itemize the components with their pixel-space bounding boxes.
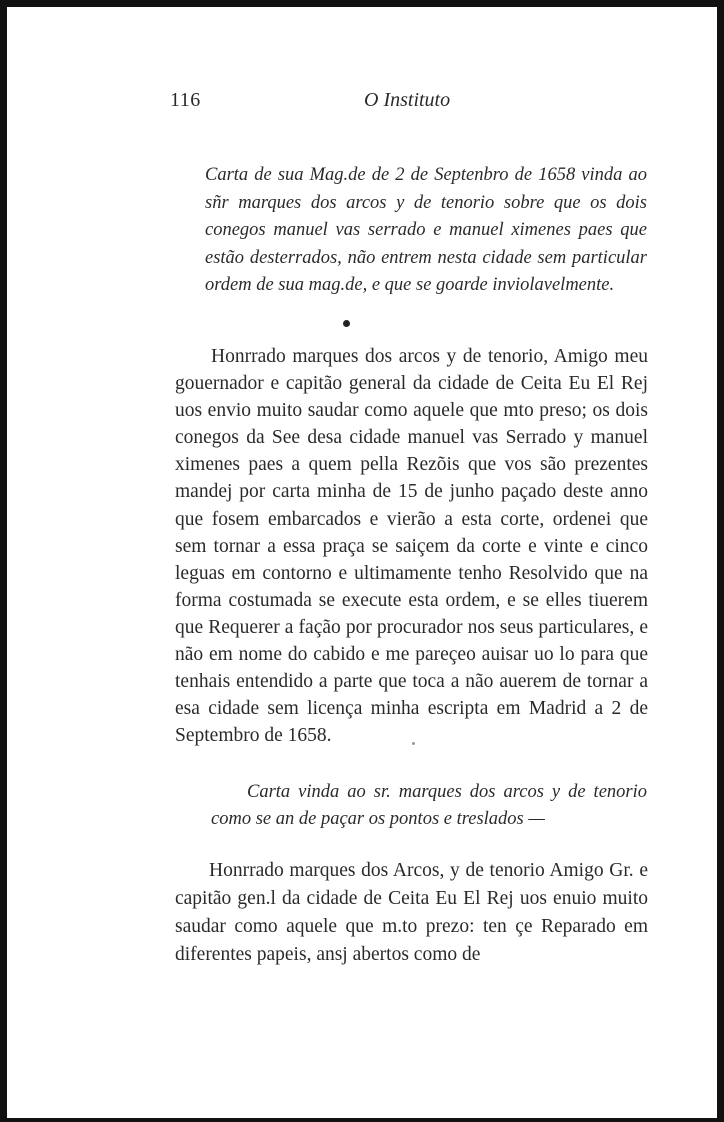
letter-1-heading: Carta de sua Mag.de de 2 de Septenbro de 1658 vinda ao sñr marques dos arcos y de tenorio sobre que os dois conegos manuel vas serrado e manuel ximenes paes que estão desterrados, não entrem nesta cidade sem particular ordem de sua mag.de, e que se goarde inviolavelmente. bbox=[205, 165, 647, 296]
page-header bbox=[7, 89, 717, 119]
letter-2-body: Honrrado marques dos Arcos, y de tenorio Amigo Gr. e capitão gen.l da cidade de Ceita Eu El Rej uos enuio muito saudar como aquele que m.to prezo: ten çe Reparado em diferentes papeis, ansj abertos como de bbox=[175, 860, 648, 965]
letter-2-heading bbox=[211, 779, 647, 833]
ornament-dot bbox=[343, 320, 350, 327]
print-speck bbox=[412, 742, 415, 745]
page-number: 116 bbox=[170, 89, 201, 111]
letter-2-heading-line-2: como se an de paçar os pontos e treslados — bbox=[211, 809, 545, 829]
letter-1-body: Honrrado marques dos arcos y de tenorio, Amigo meu gouernador e capitão general da cidade de Ceita Eu El Rej uos envio muito saudar como aquele que mto preso; os dois conegos da See desa cidade manuel vas Serrado y manuel ximenes paes a quem pella Rezõis que vos são prezentes mandej por carta minha de 15 de junho paçado deste anno que fosem embarcados e vierão a esta corte, ordenei que sem tornar a essa praça se saiçem da corte e vinte e cinco leguas em contorno e ultimamente tenho Resolvido que na forma costumada se execute esta ordem, e se elles tiuerem que Requerer a fação por procurador nos seus particulares, e não em nome do cabido e me pareçeo auisar uo lo para que tenhais entendido a parte que toca a não auerem de tornar a esa cidade sem licença minha escripta em Madrid a 2 de Septembro de 1658. bbox=[175, 346, 648, 747]
running-title: O Instituto bbox=[364, 89, 451, 111]
letter-2-heading-line-1: Carta vinda ao sr. marques dos arcos y de tenorio bbox=[247, 782, 647, 802]
